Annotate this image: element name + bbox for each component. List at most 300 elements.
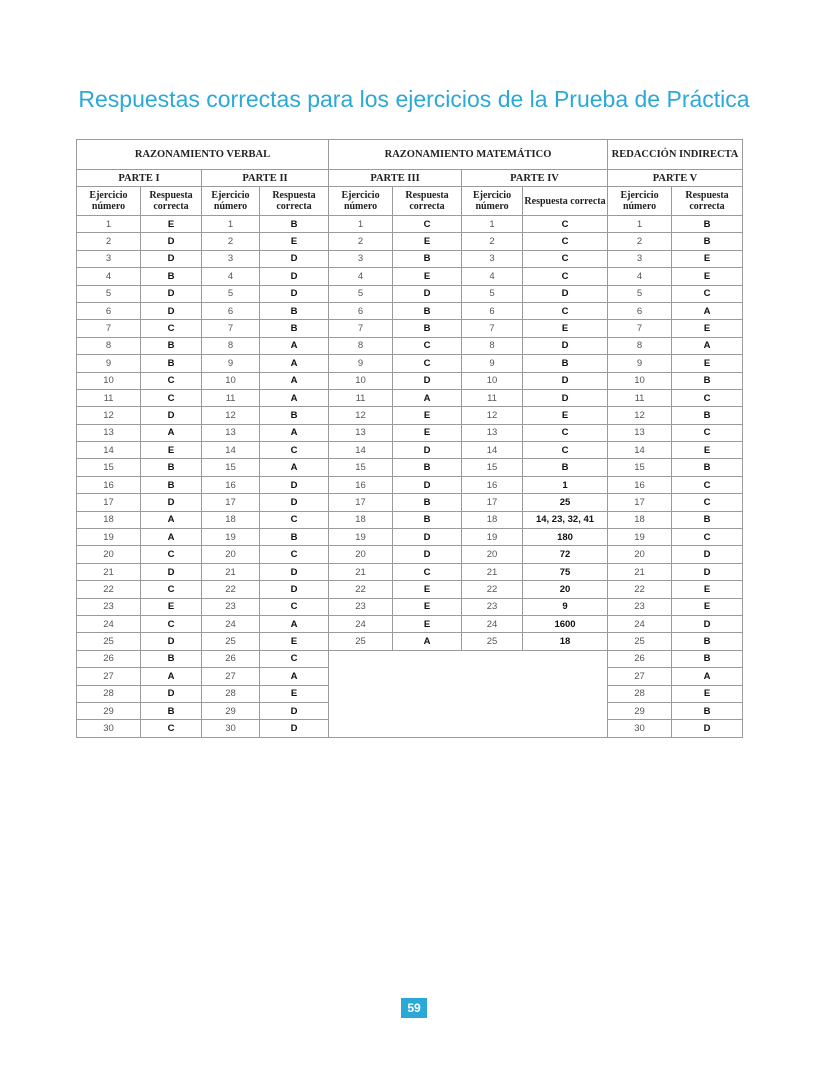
answer-cell: 1600	[523, 615, 608, 632]
answer-cell: D	[393, 529, 462, 546]
answer-cell: C	[141, 389, 202, 406]
answer-cell: C	[260, 442, 329, 459]
table-row	[77, 372, 743, 389]
exercise-number: 24	[329, 615, 393, 632]
exercise-number: 18	[462, 511, 523, 528]
answer-cell: B	[141, 268, 202, 285]
exercise-number: 24	[77, 615, 141, 632]
exercise-number: 5	[329, 285, 393, 302]
answer-cell: B	[672, 633, 743, 650]
column-header-exercise: Ejercicio número	[77, 187, 141, 216]
exercise-number: 15	[202, 459, 260, 476]
column-header-exercise: Ejercicio número	[608, 187, 672, 216]
answer-cell: E	[260, 633, 329, 650]
part-4-header: PARTE IV	[462, 170, 608, 187]
answer-cell: D	[260, 250, 329, 267]
exercise-number: 2	[462, 233, 523, 250]
column-header-exercise: Ejercicio número	[462, 187, 523, 216]
answer-cell: 75	[523, 563, 608, 580]
section-verbal: RAZONAMIENTO VERBAL	[77, 140, 329, 170]
exercise-number: 8	[608, 337, 672, 354]
answer-cell: D	[141, 685, 202, 702]
empty-area	[329, 650, 608, 737]
column-header-answer: Respuesta correcta	[393, 187, 462, 216]
exercise-number: 4	[202, 268, 260, 285]
answer-cell: B	[141, 650, 202, 667]
exercise-number: 14	[202, 442, 260, 459]
exercise-number: 11	[608, 389, 672, 406]
exercise-number: 7	[77, 320, 141, 337]
answer-cell: B	[523, 459, 608, 476]
exercise-number: 1	[462, 216, 523, 233]
exercise-number: 12	[77, 407, 141, 424]
exercise-number: 3	[462, 250, 523, 267]
exercise-number: 11	[77, 389, 141, 406]
exercise-number: 30	[202, 720, 260, 737]
answer-cell: B	[393, 459, 462, 476]
answer-cell: 9	[523, 598, 608, 615]
exercise-number: 4	[77, 268, 141, 285]
exercise-number: 29	[608, 702, 672, 719]
answer-cell: C	[393, 563, 462, 580]
answer-cell: A	[141, 511, 202, 528]
table-row	[77, 476, 743, 493]
exercise-number: 1	[608, 216, 672, 233]
answer-cell: B	[141, 355, 202, 372]
answer-cell: C	[523, 216, 608, 233]
answer-cell: D	[672, 615, 743, 632]
exercise-number: 30	[77, 720, 141, 737]
table-row	[77, 250, 743, 267]
answer-cell: B	[672, 233, 743, 250]
answer-cell: A	[141, 529, 202, 546]
exercise-number: 7	[608, 320, 672, 337]
answer-cell: 18	[523, 633, 608, 650]
answer-cell: D	[141, 494, 202, 511]
answer-cell: B	[260, 529, 329, 546]
answer-cell: D	[260, 476, 329, 493]
answer-cell: C	[672, 285, 743, 302]
column-header-answer: Respuesta correcta	[260, 187, 329, 216]
exercise-number: 19	[608, 529, 672, 546]
answer-cell: B	[672, 511, 743, 528]
exercise-number: 10	[202, 372, 260, 389]
exercise-number: 3	[77, 250, 141, 267]
table-row	[77, 285, 743, 302]
exercise-number: 6	[77, 302, 141, 319]
answer-cell: D	[523, 285, 608, 302]
exercise-number: 19	[77, 529, 141, 546]
answer-cell: C	[393, 337, 462, 354]
exercise-number: 12	[202, 407, 260, 424]
exercise-number: 27	[77, 668, 141, 685]
answer-cell: B	[393, 320, 462, 337]
answer-cell: C	[523, 268, 608, 285]
exercise-number: 29	[77, 702, 141, 719]
answer-cell: B	[672, 459, 743, 476]
exercise-number: 11	[462, 389, 523, 406]
exercise-number: 16	[608, 476, 672, 493]
table-row	[77, 407, 743, 424]
answer-cell: E	[393, 407, 462, 424]
exercise-number: 18	[608, 511, 672, 528]
exercise-number: 28	[608, 685, 672, 702]
exercise-number: 8	[462, 337, 523, 354]
answer-cell: D	[141, 302, 202, 319]
table-row	[77, 529, 743, 546]
answer-cell: C	[672, 389, 743, 406]
exercise-number: 21	[77, 563, 141, 580]
exercise-number: 10	[77, 372, 141, 389]
answer-cell: B	[141, 702, 202, 719]
answer-cell: C	[260, 650, 329, 667]
exercise-number: 7	[329, 320, 393, 337]
answer-cell: D	[672, 563, 743, 580]
exercise-number: 28	[202, 685, 260, 702]
answer-cell: 1	[523, 476, 608, 493]
exercise-number: 21	[202, 563, 260, 580]
column-header-answer: Respuesta correcta	[523, 187, 608, 216]
answer-cell: C	[672, 529, 743, 546]
exercise-number: 30	[608, 720, 672, 737]
exercise-number: 12	[608, 407, 672, 424]
table-row	[77, 268, 743, 285]
exercise-number: 28	[77, 685, 141, 702]
exercise-number: 9	[462, 355, 523, 372]
exercise-number: 2	[77, 233, 141, 250]
answer-cell: E	[672, 250, 743, 267]
answer-cell: C	[393, 216, 462, 233]
answer-cell: E	[260, 685, 329, 702]
answer-cell: E	[260, 233, 329, 250]
exercise-number: 13	[202, 424, 260, 441]
exercise-number: 16	[462, 476, 523, 493]
answer-cell: E	[393, 598, 462, 615]
answer-cell: E	[141, 216, 202, 233]
exercise-number: 3	[202, 250, 260, 267]
answer-cell: E	[672, 355, 743, 372]
exercise-number: 4	[329, 268, 393, 285]
exercise-number: 13	[608, 424, 672, 441]
part-1-header: PARTE I	[77, 170, 202, 187]
answer-cell: B	[141, 476, 202, 493]
answer-cell: D	[141, 250, 202, 267]
answer-cell: C	[672, 476, 743, 493]
answer-cell: D	[141, 233, 202, 250]
exercise-number: 22	[77, 581, 141, 598]
exercise-number: 21	[329, 563, 393, 580]
exercise-number: 26	[608, 650, 672, 667]
exercise-number: 10	[608, 372, 672, 389]
answer-cell: A	[260, 459, 329, 476]
exercise-number: 25	[77, 633, 141, 650]
answer-cell: A	[260, 668, 329, 685]
table-row	[77, 424, 743, 441]
exercise-number: 4	[462, 268, 523, 285]
exercise-number: 23	[608, 598, 672, 615]
answer-cell: A	[260, 337, 329, 354]
answer-cell: C	[523, 302, 608, 319]
exercise-number: 22	[462, 581, 523, 598]
exercise-number: 16	[202, 476, 260, 493]
table-row	[77, 389, 743, 406]
answer-cell: E	[672, 442, 743, 459]
exercise-number: 23	[329, 598, 393, 615]
answer-cell: A	[672, 302, 743, 319]
exercise-number: 21	[462, 563, 523, 580]
answer-cell: D	[141, 407, 202, 424]
exercise-number: 19	[329, 529, 393, 546]
exercise-number: 13	[77, 424, 141, 441]
exercise-number: 17	[202, 494, 260, 511]
exercise-number: 8	[202, 337, 260, 354]
answer-cell: B	[141, 337, 202, 354]
table-row	[77, 511, 743, 528]
exercise-number: 9	[329, 355, 393, 372]
exercise-number: 3	[329, 250, 393, 267]
table-row	[77, 337, 743, 354]
exercise-number: 16	[77, 476, 141, 493]
answer-cell: B	[672, 650, 743, 667]
answer-cell: B	[260, 302, 329, 319]
exercise-number: 17	[329, 494, 393, 511]
answer-cell: C	[523, 442, 608, 459]
exercise-number: 6	[462, 302, 523, 319]
exercise-number: 13	[462, 424, 523, 441]
exercise-number: 25	[329, 633, 393, 650]
answer-cell: E	[523, 320, 608, 337]
answer-cell: A	[260, 355, 329, 372]
exercise-number: 5	[202, 285, 260, 302]
column-header-exercise: Ejercicio número	[202, 187, 260, 216]
answer-cell: E	[672, 320, 743, 337]
exercise-number: 25	[462, 633, 523, 650]
table-row	[77, 615, 743, 632]
exercise-number: 22	[329, 581, 393, 598]
exercise-number: 5	[462, 285, 523, 302]
table-row	[77, 355, 743, 372]
answer-cell: C	[672, 494, 743, 511]
answer-cell: A	[260, 615, 329, 632]
exercise-number: 24	[608, 615, 672, 632]
answer-cell: D	[260, 285, 329, 302]
section-math: RAZONAMIENTO MATEMÁTICO	[329, 140, 608, 170]
exercise-number: 23	[202, 598, 260, 615]
table-row	[77, 302, 743, 319]
exercise-number: 9	[608, 355, 672, 372]
answer-cell: D	[141, 285, 202, 302]
exercise-number: 18	[77, 511, 141, 528]
exercise-number: 24	[202, 615, 260, 632]
answer-cell: B	[393, 302, 462, 319]
answer-cell: A	[141, 668, 202, 685]
answer-cell: E	[393, 615, 462, 632]
answer-cell: B	[672, 216, 743, 233]
exercise-number: 6	[608, 302, 672, 319]
exercise-number: 3	[608, 250, 672, 267]
exercise-number: 17	[608, 494, 672, 511]
exercise-number: 22	[202, 581, 260, 598]
answer-cell: B	[672, 407, 743, 424]
exercise-number: 1	[202, 216, 260, 233]
answer-cell: A	[672, 337, 743, 354]
exercise-number: 24	[462, 615, 523, 632]
section-writing: REDACCIÓN INDIRECTA	[608, 140, 743, 170]
part-2-header: PARTE II	[202, 170, 329, 187]
table-row	[77, 320, 743, 337]
answer-cell: E	[672, 268, 743, 285]
exercise-number: 27	[608, 668, 672, 685]
answer-cell: E	[393, 424, 462, 441]
table-row	[77, 598, 743, 615]
exercise-number: 18	[329, 511, 393, 528]
exercise-number: 22	[608, 581, 672, 598]
exercise-number: 20	[202, 546, 260, 563]
exercise-number: 14	[462, 442, 523, 459]
answer-cell: E	[393, 268, 462, 285]
table-row	[77, 546, 743, 563]
exercise-number: 26	[202, 650, 260, 667]
answer-cell: A	[672, 668, 743, 685]
exercise-number: 5	[608, 285, 672, 302]
answer-cell: C	[141, 546, 202, 563]
exercise-number: 15	[462, 459, 523, 476]
exercise-number: 15	[608, 459, 672, 476]
exercise-number: 23	[462, 598, 523, 615]
table-row	[77, 442, 743, 459]
table-row	[77, 494, 743, 511]
exercise-number: 15	[77, 459, 141, 476]
page-number: 59	[401, 998, 427, 1018]
exercise-number: 4	[608, 268, 672, 285]
answer-cell: B	[141, 459, 202, 476]
exercise-number: 8	[77, 337, 141, 354]
table-row	[77, 459, 743, 476]
answer-cell: B	[393, 511, 462, 528]
page-title: Respuestas correctas para los ejercicios de la Prueba de Práctica	[78, 86, 750, 112]
table-row	[77, 650, 743, 667]
answer-cell: B	[523, 355, 608, 372]
exercise-number: 20	[462, 546, 523, 563]
answer-cell: B	[260, 216, 329, 233]
exercise-number: 14	[608, 442, 672, 459]
answer-cell: C	[672, 424, 743, 441]
exercise-number: 12	[462, 407, 523, 424]
exercise-number: 9	[202, 355, 260, 372]
answer-cell: D	[260, 720, 329, 737]
answer-cell: D	[393, 442, 462, 459]
exercise-number: 25	[202, 633, 260, 650]
answer-cell: E	[141, 598, 202, 615]
answer-cell: D	[672, 720, 743, 737]
exercise-number: 1	[329, 216, 393, 233]
answer-cell: D	[523, 372, 608, 389]
table-row	[77, 233, 743, 250]
answer-cell: 72	[523, 546, 608, 563]
exercise-number: 16	[329, 476, 393, 493]
answer-cell: C	[393, 355, 462, 372]
exercise-number: 29	[202, 702, 260, 719]
answer-cell: D	[260, 494, 329, 511]
exercise-number: 2	[608, 233, 672, 250]
answer-cell: C	[141, 320, 202, 337]
answer-cell: D	[393, 476, 462, 493]
answer-cell: D	[260, 702, 329, 719]
exercise-number: 10	[462, 372, 523, 389]
answer-cell: E	[672, 598, 743, 615]
answer-cell: C	[523, 424, 608, 441]
exercise-number: 14	[329, 442, 393, 459]
answer-cell: A	[260, 372, 329, 389]
answer-cell: E	[393, 581, 462, 598]
exercise-number: 15	[329, 459, 393, 476]
exercise-number: 5	[77, 285, 141, 302]
exercise-number: 2	[329, 233, 393, 250]
answer-cell: C	[523, 250, 608, 267]
exercise-number: 6	[329, 302, 393, 319]
exercise-number: 20	[329, 546, 393, 563]
answer-cell: C	[141, 372, 202, 389]
answer-cell: C	[141, 581, 202, 598]
exercise-number: 6	[202, 302, 260, 319]
exercise-number: 20	[608, 546, 672, 563]
exercise-number: 11	[329, 389, 393, 406]
answer-cell: B	[393, 494, 462, 511]
answer-cell: A	[393, 633, 462, 650]
answer-cell: A	[260, 389, 329, 406]
part-5-header: PARTE V	[608, 170, 743, 187]
column-header-answer: Respuesta correcta	[141, 187, 202, 216]
exercise-number: 8	[329, 337, 393, 354]
answer-cell: 25	[523, 494, 608, 511]
exercise-number: 18	[202, 511, 260, 528]
answer-key-table	[76, 139, 743, 738]
answer-cell: D	[260, 581, 329, 598]
exercise-number: 21	[608, 563, 672, 580]
answer-cell: D	[141, 563, 202, 580]
answer-cell: D	[393, 546, 462, 563]
exercise-number: 9	[77, 355, 141, 372]
exercise-number: 10	[329, 372, 393, 389]
exercise-number: 19	[202, 529, 260, 546]
answer-cell: E	[523, 407, 608, 424]
answer-cell: D	[260, 268, 329, 285]
exercise-number: 14	[77, 442, 141, 459]
answer-cell: E	[141, 442, 202, 459]
exercise-number: 25	[608, 633, 672, 650]
exercise-number: 27	[202, 668, 260, 685]
answer-cell: C	[260, 546, 329, 563]
exercise-number: 2	[202, 233, 260, 250]
exercise-number: 23	[77, 598, 141, 615]
answer-cell: D	[523, 337, 608, 354]
exercise-number: 19	[462, 529, 523, 546]
answer-cell: C	[523, 233, 608, 250]
answer-cell: B	[393, 250, 462, 267]
answer-cell: B	[260, 320, 329, 337]
answer-cell: A	[141, 424, 202, 441]
answer-cell: D	[141, 633, 202, 650]
table-row	[77, 581, 743, 598]
answer-cell: C	[260, 598, 329, 615]
table-row	[77, 216, 743, 233]
exercise-number: 7	[462, 320, 523, 337]
answer-cell: A	[393, 389, 462, 406]
answer-cell: 14, 23, 32, 41	[523, 511, 608, 528]
answer-cell: D	[260, 563, 329, 580]
answer-cell: D	[393, 372, 462, 389]
answer-cell: D	[523, 389, 608, 406]
